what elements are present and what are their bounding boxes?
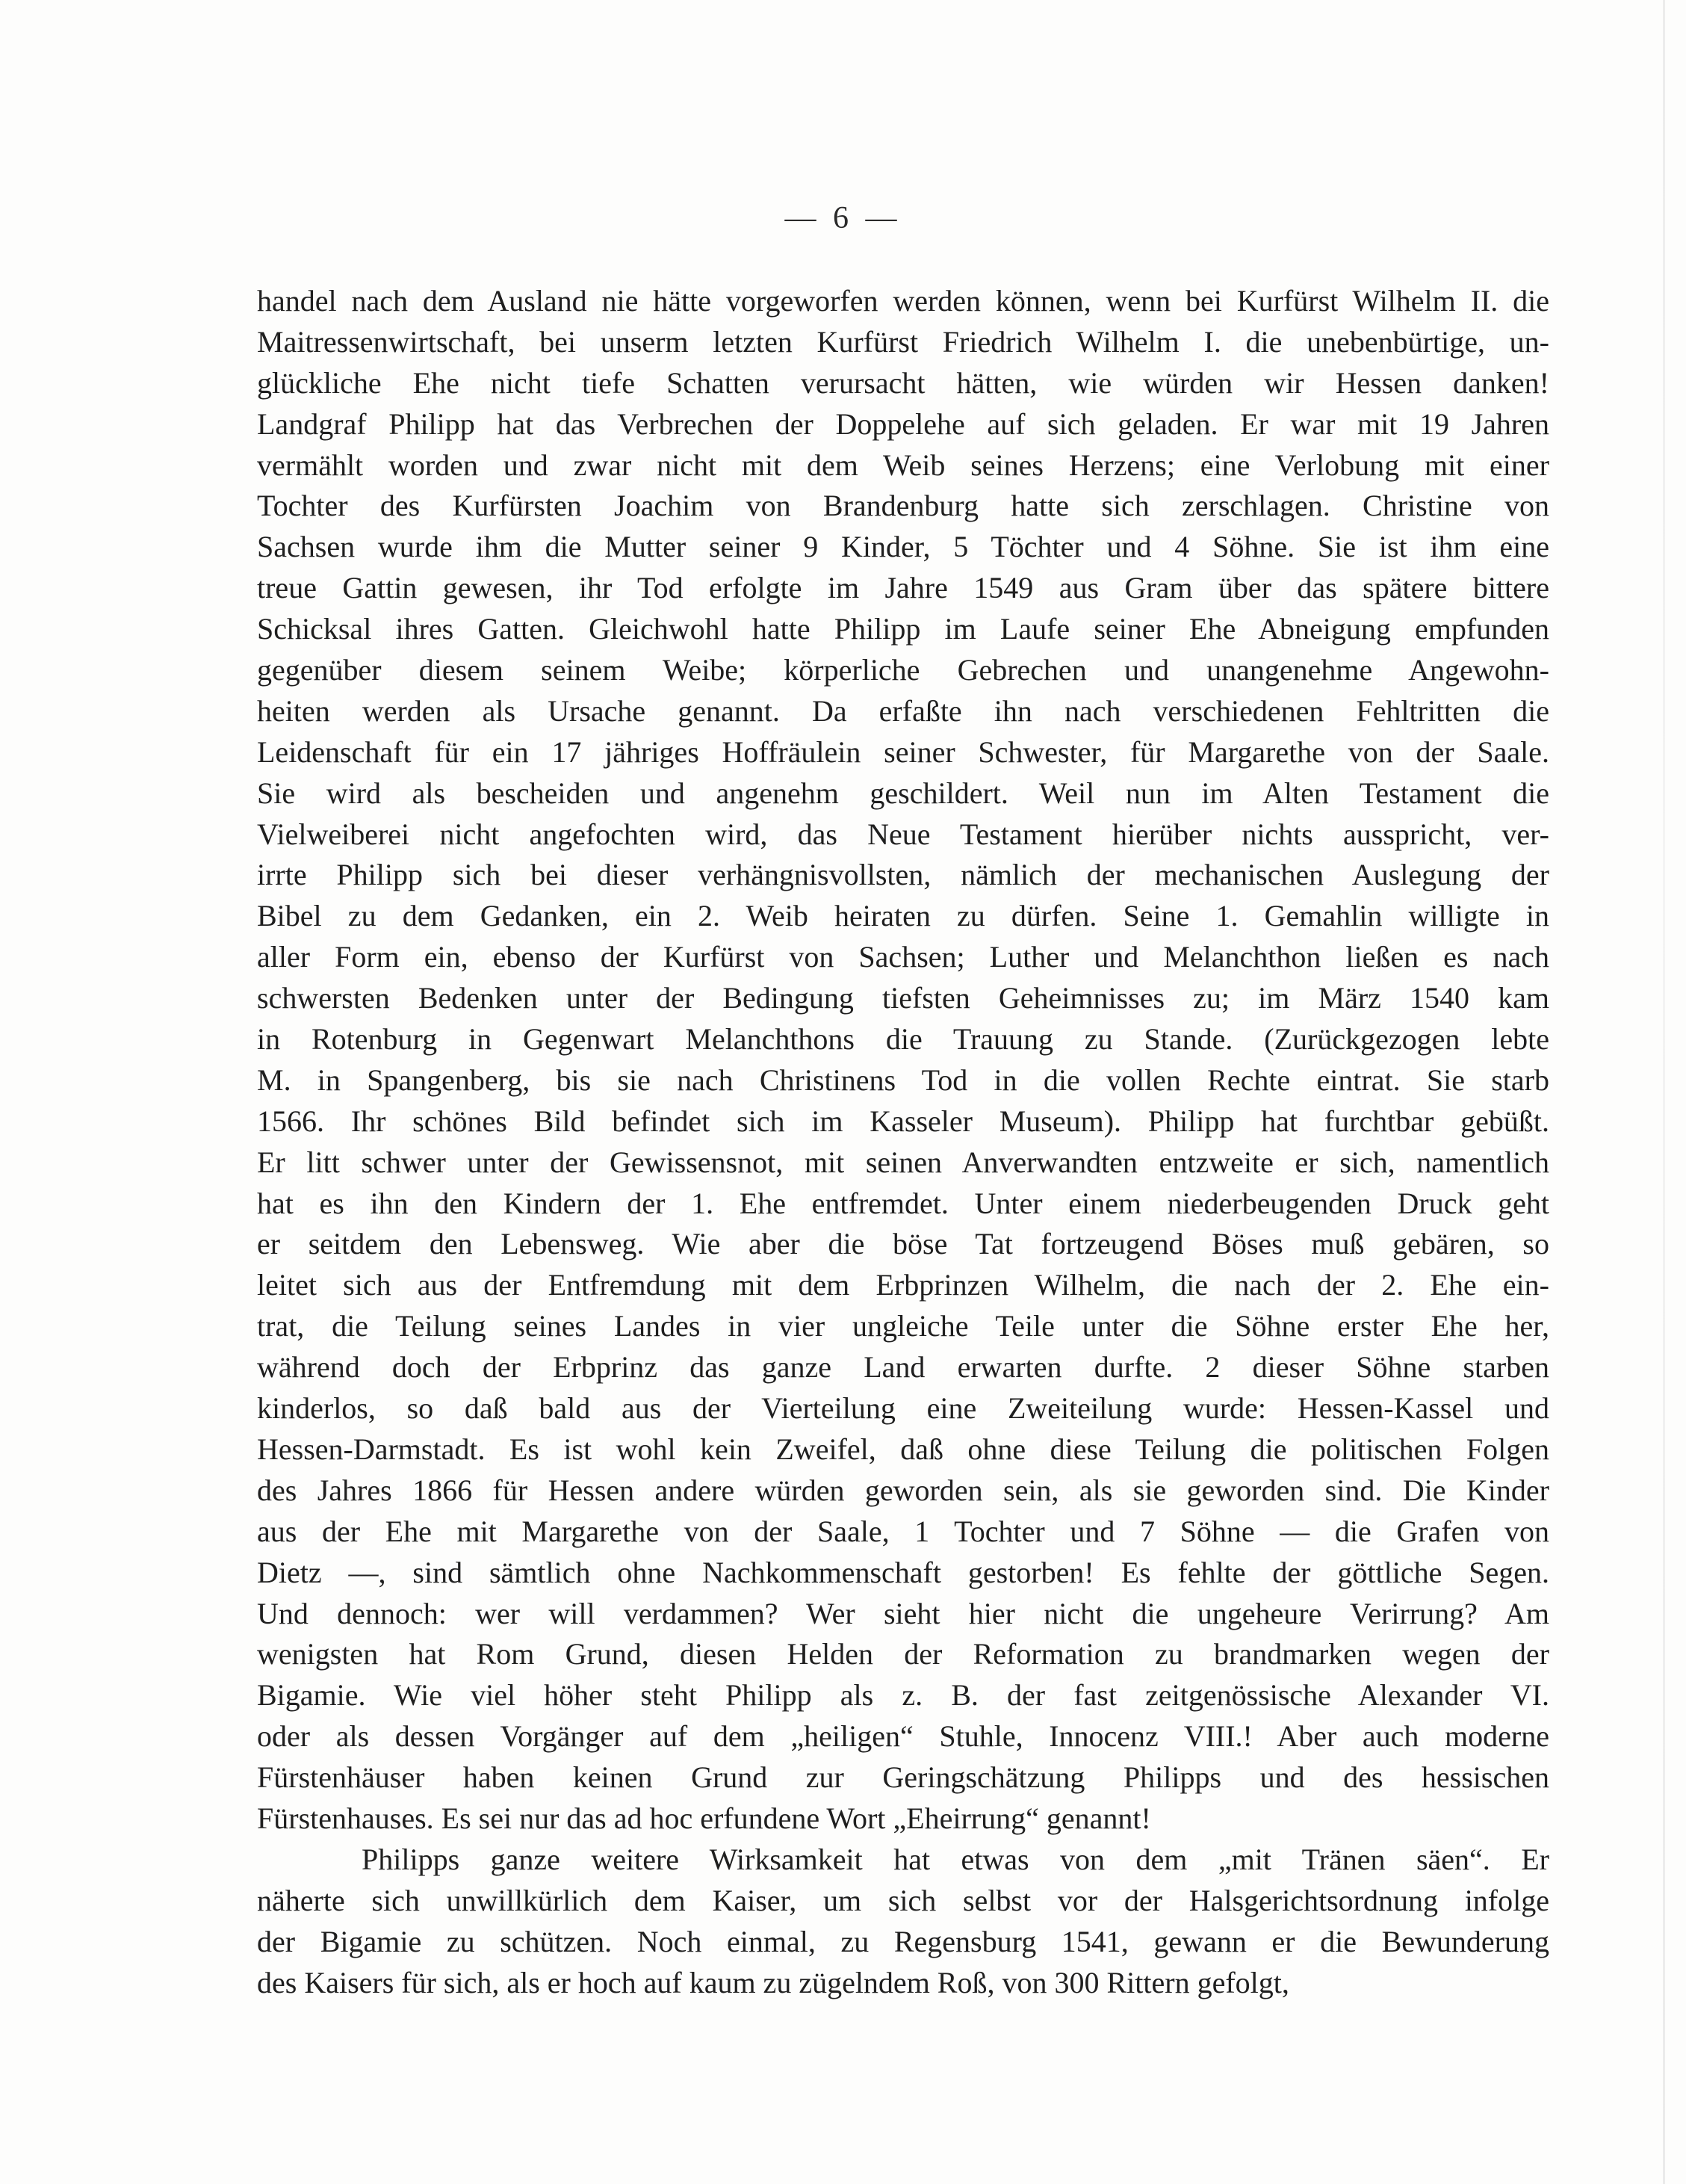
text-line: Er litt schwer unter der Gewissensnot, mit seinen Anverwandten entzweite er sich, namentlich <box>257 1145 1549 1179</box>
text-line: treue Gattin gewesen, ihr Tod erfolgte im Jahre 1549 aus Gram über das spätere bittere <box>257 571 1549 605</box>
text-line: handel nach dem Ausland nie hätte vorgeworfen werden können, wenn bei Kurfürst Wilhelm II. die <box>257 284 1549 318</box>
text-line: Bibel zu dem Gedanken, ein 2. Weib heiraten zu dürfen. Seine 1. Gemahlin willigte in <box>257 899 1549 933</box>
text-line: Sachsen wurde ihm die Mutter seiner 9 Kinder, 5 Töchter und 4 Söhne. Sie ist ihm eine <box>257 530 1549 564</box>
text-line: irrte Philipp sich bei dieser verhängnisvollsten, nämlich der mechanischen Auslegung der <box>257 858 1549 892</box>
text-line: Tochter des Kurfürsten Joachim von Brandenburg hatte sich zerschlagen. Christine von <box>257 489 1549 523</box>
text-line: Vielweiberei nicht angefochten wird, das Neue Testament hierüber nichts ausspricht, ver- <box>257 817 1549 851</box>
text-line: Fürstenhäuser haben keinen Grund zur Geringschätzung Philipps und des hessischen <box>257 1760 1549 1795</box>
text-line: Bigamie. Wie viel höher steht Philipp als z. B. der fast zeitgenössische Alexander VI. <box>257 1678 1549 1713</box>
text-line: M. in Spangenberg, bis sie nach Christinens Tod in die vollen Rechte eintrat. Sie starb <box>257 1062 1549 1097</box>
text-line: er seitdem den Lebensweg. Wie aber die böse Tat fortzeugend Böses muß gebären, so <box>257 1227 1549 1261</box>
text-line: in Rotenburg in Gegenwart Melanchthons die Trauung zu Stande. (Zurückgezogen lebte <box>257 1022 1549 1057</box>
text-line: leitet sich aus der Entfremdung mit dem Erbprinzen Wilhelm, die nach der 2. Ehe ein- <box>257 1268 1549 1302</box>
text-line: Landgraf Philipp hat das Verbrechen der Doppelehe auf sich geladen. Er war mit 19 Jahren <box>257 406 1549 441</box>
text-line: der Bigamie zu schützen. Noch einmal, zu Regensburg 1541, gewann er die Bewunderung <box>257 1924 1549 1958</box>
body-text <box>257 281 1549 2003</box>
text-line: schwersten Bedenken unter der Bedingung tiefsten Geheimnisses zu; im März 1540 kam <box>257 981 1549 1015</box>
text-line: vermählt worden und zwar nicht mit dem Weib seines Herzens; eine Verlobung mit einer <box>257 448 1549 482</box>
text-line: während doch der Erbprinz das ganze Land erwarten durfte. 2 dieser Söhne starben <box>257 1350 1549 1385</box>
text-line: aus der Ehe mit Margarethe von der Saale, 1 Tochter und 7 Söhne — die Grafen von <box>257 1514 1549 1548</box>
text-line: Schicksal ihres Gatten. Gleichwohl hatte Philipp im Laufe seiner Ehe Abneigung empfunden <box>257 612 1549 646</box>
text-line: Maitressenwirtschaft, bei unserm letzten Kurfürst Friedrich Wilhelm I. die unebenbürtige, un- <box>257 324 1549 359</box>
scan-edge-shadow <box>1663 0 1665 2184</box>
text-line: Und dennoch: wer will verdammen? Wer sieht hier nicht die ungeheure Verirrung? Am <box>257 1596 1549 1630</box>
page-number: — 6 — <box>784 201 902 235</box>
text-line: des Jahres 1866 für Hessen andere würden geworden sein, als sie geworden sind. Die Kinder <box>257 1473 1549 1507</box>
text-line: trat, die Teilung seines Landes in vier ungleiche Teile unter die Söhne erster Ehe her, <box>257 1309 1549 1343</box>
text-line: Leidenschaft für ein 17 jähriges Hoffräulein seiner Schwester, für Margarethe von der Saale. <box>257 734 1549 769</box>
text-line: kinderlos, so daß bald aus der Vierteilung eine Zweiteilung wurde: Hessen-Kassel und <box>257 1391 1549 1426</box>
text-line: Dietz —, sind sämtlich ohne Nachkommenschaft gestorben! Es fehlte der göttliche Segen. <box>257 1555 1549 1589</box>
text-line: näherte sich unwillkürlich dem Kaiser, um sich selbst vor der Halsgerichtsordnung infolge <box>257 1883 1549 1917</box>
text-line: Sie wird als bescheiden und angenehm geschildert. Weil nun im Alten Testament die <box>257 776 1549 810</box>
text-line: wenigsten hat Rom Grund, diesen Helden der Reformation zu brandmarken wegen der <box>257 1637 1549 1671</box>
text-line: gegenüber diesem seinem Weibe; körperliche Gebrechen und unangenehme Angewohn- <box>257 653 1549 687</box>
text-line: 1566. Ihr schönes Bild befindet sich im Kasseler Museum). Philipp hat furchtbar gebüßt. <box>257 1104 1549 1138</box>
text-line: des Kaisers für sich, als er hoch auf kaum zu zügelndem Roß, von 300 Rittern gefolgt, <box>257 1965 1289 1999</box>
paragraph-1 <box>257 281 1549 1840</box>
text-line: oder als dessen Vorgänger auf dem „heiligen“ Stuhle, Innocenz VIII.! Aber auch moderne <box>257 1719 1549 1754</box>
text-line: Fürstenhauses. Es sei nur das ad hoc erfundene Wort „Eheirrung“ genannt! <box>257 1801 1151 1835</box>
paragraph-2 <box>257 1840 1549 2004</box>
text-line: hat es ihn den Kindern der 1. Ehe entfremdet. Unter einem niederbeugenden Druck geht <box>257 1186 1549 1220</box>
text-line: Hessen-Darmstadt. Es ist wohl kein Zweifel, daß ohne diese Teilung die politischen Folgen <box>257 1432 1549 1466</box>
text-line: Philipps ganze weitere Wirksamkeit hat etwas von dem „mit Tränen säen“. Er <box>362 1842 1549 1876</box>
text-line: aller Form ein, ebenso der Kurfürst von Sachsen; Luther und Melanchthon ließen es nach <box>257 940 1549 974</box>
text-line: heiten werden als Ursache genannt. Da erfaßte ihn nach verschiedenen Fehltritten die <box>257 693 1549 728</box>
text-line: glückliche Ehe nicht tiefe Schatten verursacht hätten, wie würden wir Hessen danken! <box>257 365 1549 400</box>
